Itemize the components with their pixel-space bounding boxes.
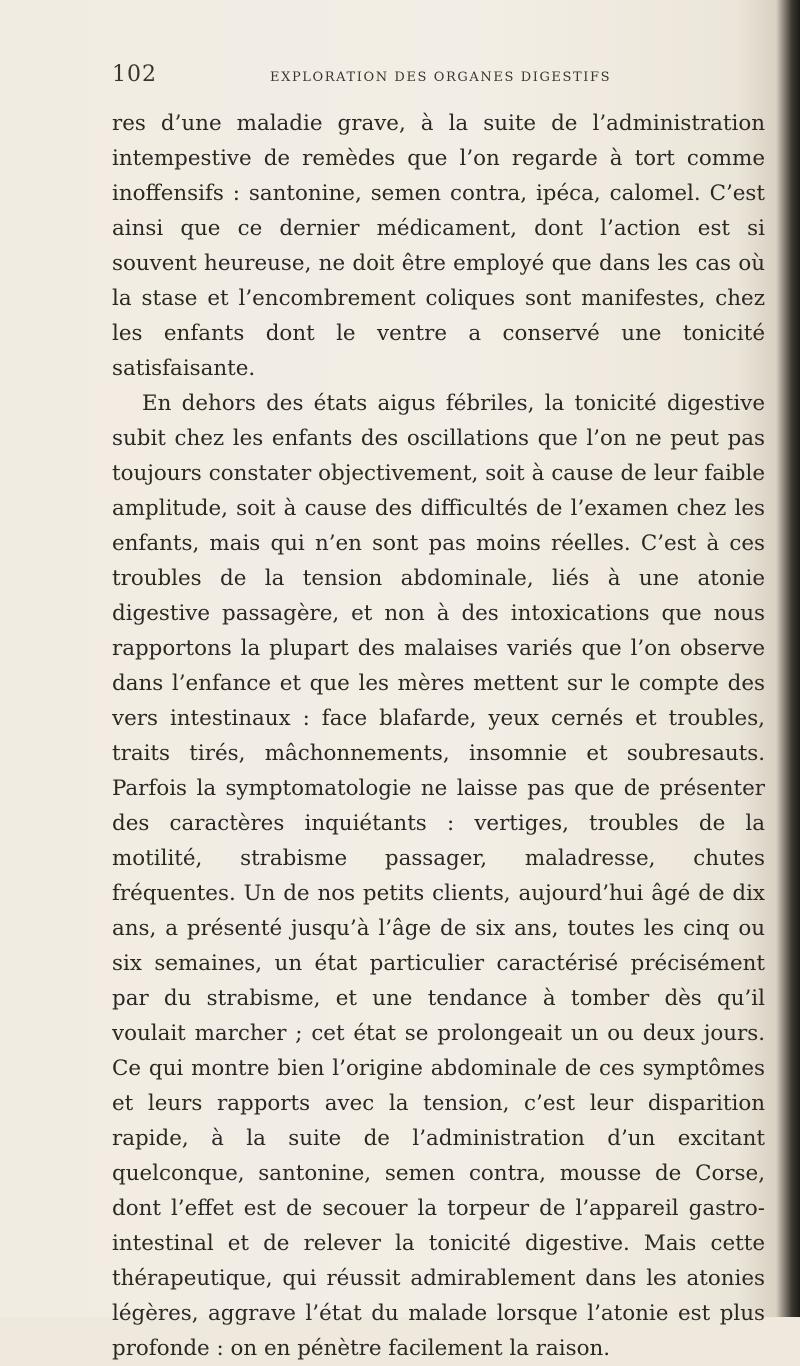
body-text bbox=[112, 106, 765, 1366]
paragraph-2: En dehors des états aigus fébriles, la tonicité digestive subit chez les enfants des oscillations que l’on ne peut pas toujours constater objectivement, soit à cause de leur faible amplitude, soit à cause des difficultés de l’examen chez les enfants, mais qui n’en sont pas moins réelles. C’est à ces troubles de la tension abdominale, liés à une atonie digestive passagère, et non à des intoxications que nous rapportons la plupart des malaises variés que l’on observe dans l’enfance et que les mères mettent sur le compte des vers intestinaux : face blafarde, yeux cernés et troubles, traits tirés, mâchonnements, insomnie et soubresauts. Parfois la symptomatologie ne laisse pas que de présenter des caractères inquiétants : vertiges, troubles de la motilité, strabisme passager, maladresse, chutes fréquentes. Un de nos petits clients, aujourd’hui âgé de dix ans, a présenté jusqu’à l’âge de six ans, toutes les cinq ou six semaines, un état particulier caractérisé précisément par du strabisme, et une tendance à tomber dès qu’il voulait marcher ; cet état se prolongeait un ou deux jours. Ce qui montre bien l’origine abdominale de ces symptômes et leurs rapports avec la tension, c’est leur disparition rapide, à la suite de l’administration d’un excitant quelconque, santonine, semen contra, mousse de Corse, dont l’effet est de secouer la torpeur de l’appareil gastro-intestinal et de relever la tonicité digestive. Mais cette thérapeutique, qui réussit admirablement dans les atonies légères, aggrave l’état du malade lorsque l’atonie est plus profonde : on en pénètre facilement la raison. bbox=[112, 391, 765, 1361]
running-title: EXPLORATION DES ORGANES DIGESTIFS bbox=[270, 70, 612, 85]
page-header bbox=[112, 62, 752, 92]
page-number: 102 bbox=[112, 62, 157, 87]
paragraph-1: res d’une maladie grave, à la suite de l’administration intempestive de remèdes que l’on regarde à tort comme inoffensifs : santonine, semen contra, ipéca, calomel. C’est ainsi que ce dernier médicament, dont l’action est si souvent heureuse, ne doit être employé que dans les cas où la stase et l’encombrement coliques sont manifestes, chez les enfants dont le ventre a conservé une tonicité satisfaisante. bbox=[112, 111, 765, 381]
